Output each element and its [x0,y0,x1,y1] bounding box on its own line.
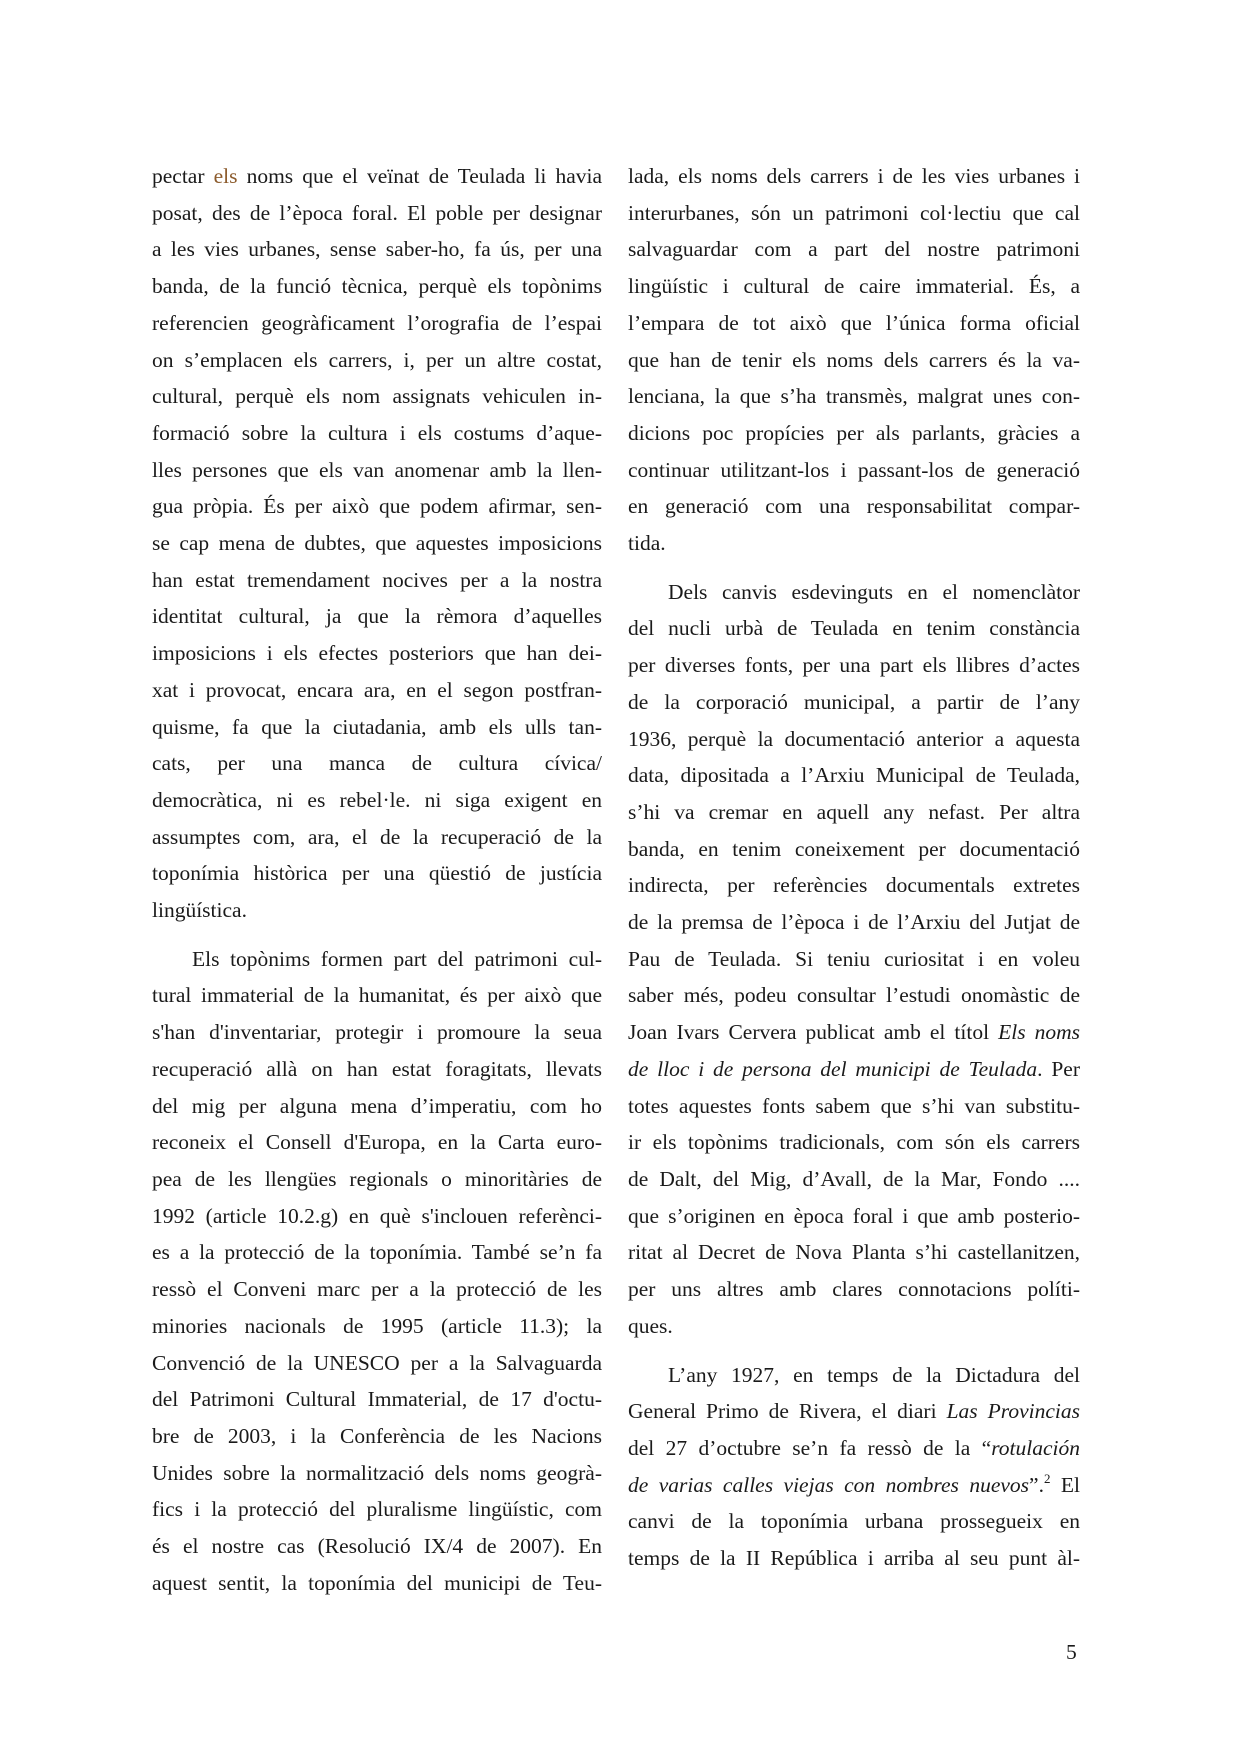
text-line: on s’emplacen els carrers, i, per un altre costat, [152,347,602,372]
text-line: ques. [628,1313,673,1338]
page-number: 5 [1066,1640,1077,1664]
text-line: aquest sentit, la toponímia del municipi de Teu- [152,1570,602,1595]
paragraph [628,158,1080,562]
text-line: pea de les llengües regionals o minoritàries de [152,1166,602,1191]
text-line: pectar els noms que el veïnat de Teulada li havia [152,164,603,188]
text-line: de la premsa de l’època i de l’Arxiu del Jutjat de [628,910,1080,935]
text-line: lenciana, la que s’ha transmès, malgrat unes con- [628,384,1080,409]
text-line: s'han d'inventariar, protegir i promoure la seua [152,1020,602,1045]
paragraph [628,574,1080,1345]
text-line: lada, els noms dels carrers i de les vies urbanes i [628,164,1080,188]
text-line: per diverses fonts, per una part els llibres d’actes [628,653,1080,678]
text-line: Dels canvis esdevinguts en el nomenclàtor [668,579,1080,604]
text-line: per uns altres amb clares connotacions políti- [628,1277,1080,1302]
text-line: democràtica, ni es rebel·le. ni siga exigent en [152,787,602,812]
text-line: salvaguardar com a part del nostre patrimoni [628,237,1080,262]
text-line: ritat al Decret de Nova Planta s’hi castellanitzen, [628,1240,1080,1265]
text-line: cats, per una manca de cultura cívica/ [152,751,602,776]
text-line: gua pròpia. És per això que podem afirmar, sen- [152,494,602,519]
highlighted-word: els [213,164,238,188]
text-line: General Primo de Rivera, el diari Las Provincias [628,1399,1080,1424]
right-column [628,158,1080,1577]
text-line: formació sobre la cultura i els costums d’aque- [152,420,602,445]
text-line: continuar utilitzant-los i passant-los de generació [628,457,1080,482]
text-line: referencien geogràficament l’orografia de l’espai [152,310,602,335]
text-line: se cap mena de dubtes, que aquestes imposicions [152,531,602,556]
text-line: banda, de la funció tècnica, perquè els topònims [152,274,602,299]
text-line: lles persones que els van anomenar amb la llen- [152,457,602,482]
text-line: indirecta, per referències documentals extretes [628,873,1080,898]
text-line: Convenció de la UNESCO per a la Salvaguarda [152,1350,602,1375]
text-line: saber més, podeu consultar l’estudi onomàstic de [628,983,1080,1008]
text-line: minories nacionals de 1995 (article 11.3); la [152,1313,602,1338]
left-column [152,158,602,1601]
book-title: de lloc i de persona del municipi de Teulada [628,1056,1038,1081]
paragraph [152,941,602,1602]
text-line: tural immaterial de la humanitat, és per això que [152,983,602,1008]
text-line: recuperació allà on han estat foragitats, llevats [152,1056,602,1081]
text-line: data, dipositada a l’Arxiu Municipal de Teulada, [628,763,1080,788]
text-line: fics i la protecció del pluralisme lingüístic, com [152,1497,602,1522]
text-line: ressò el Conveni marc per a la protecció de les [152,1277,602,1302]
text-line: de la corporació municipal, a partir de l’any [628,689,1080,714]
text-line: 1936, perquè la documentació anterior a aquesta [628,726,1080,751]
text-line: reconeix el Consell d'Europa, en la Carta euro- [152,1130,602,1155]
text-line: cultural, perquè els nom assignats vehiculen in- [152,384,602,409]
text-line: identitat cultural, ja que la rèmora d’aquelles [152,604,602,629]
text-line: lingüístic i cultural de caire immaterial. És, a [628,274,1080,299]
text-line: es a la protecció de la toponímia. També se’n fa [152,1240,602,1265]
text-line: de Dalt, del Mig, d’Avall, de la Mar, Fondo .... [628,1166,1080,1191]
text-line: en generació com una responsabilitat compar- [628,494,1080,519]
text-line: del nucli urbà de Teulada en tenim constància [628,616,1080,641]
text-line: a les vies urbanes, sense saber-ho, fa ús, per una [152,237,602,262]
footnote-marker[interactable]: 2 [1043,1470,1051,1486]
text-line: Els topònims formen part del patrimoni cul- [192,946,602,971]
book-title: Els noms [998,1020,1080,1045]
text-line: L’any 1927, en temps de la Dictadura del [668,1362,1080,1387]
newspaper-title: Las Provincias [946,1399,1080,1424]
text-line: és el nostre cas (Resolució IX/4 de 2007). En [152,1534,602,1559]
text-line: que s’originen en època foral i que amb posterio- [628,1203,1080,1228]
text-line: tida. [628,531,666,556]
text-line: imposicions i els efectes posteriors que han dei- [152,641,602,666]
text-line: que han de tenir els noms dels carrers és la va- [628,347,1080,372]
text-line: Pau de Teulada. Si teniu curiositat i en voleu [628,946,1080,971]
text-line: Joan Ivars Cervera publicat amb el títol Els noms [628,1020,1080,1045]
text-line: banda, en tenim coneixement per documentació [628,836,1080,861]
text-line: xat i provocat, encara ara, en el segon postfran- [152,677,602,702]
text-line: quisme, fa que la ciutadania, amb els ulls tan- [152,714,602,739]
text-line: toponímia històrica per una qüestió de justícia [152,861,602,886]
text-line: del Patrimoni Cultural Immaterial, de 17 d'octu- [152,1387,602,1412]
text-line: dicions poc propícies per als parlants, gràcies a [628,420,1080,445]
text-line: bre de 2003, i la Conferència de les Nacions [152,1423,602,1448]
text-line: l’empara de tot això que l’única forma oficial [628,310,1080,335]
text-line: del 27 d’octubre se’n fa ressò de la “rotulación [628,1435,1080,1460]
text-line: Unides sobre la normalització dels noms geogrà- [152,1460,602,1485]
text-line: ir els topònims tradicionals, com són els carrers [628,1130,1080,1155]
text-line: assumptes com, ara, el de la recuperació de la [152,824,602,849]
text-line: de varias calles viejas con nombres nuevos”.$^2$ El [628,1470,1081,1497]
text-line: 1992 (article 10.2.g) en què s'inclouen referènci- [152,1203,602,1228]
paragraph [628,1357,1080,1577]
text-line: temps de la II República i arriba al seu punt àl- [628,1546,1080,1571]
text-line: han estat tremendament nocives per a la nostra [152,567,602,592]
quotation: rotulación [991,1435,1080,1460]
quotation: de varias calles viejas con nombres nuevos [628,1472,1030,1497]
text-line: totes aquestes fonts sabem que s’hi van substitu- [628,1093,1080,1118]
text-line: de lloc i de persona del municipi de Teulada. Per [628,1056,1080,1081]
text-line: del mig per alguna mena d’imperatiu, com ho [152,1093,602,1118]
text-line: lingüística. [152,898,247,923]
text-line: canvi de la toponímia urbana prossegueix en [628,1509,1080,1534]
text-line: interurbanes, són un patrimoni col·lectiu que cal [628,200,1080,225]
text-line: s’hi va cremar en aquell any nefast. Per altra [628,799,1080,824]
text-line: posat, des de l’època foral. El poble per designar [152,200,602,225]
paragraph [152,158,602,929]
